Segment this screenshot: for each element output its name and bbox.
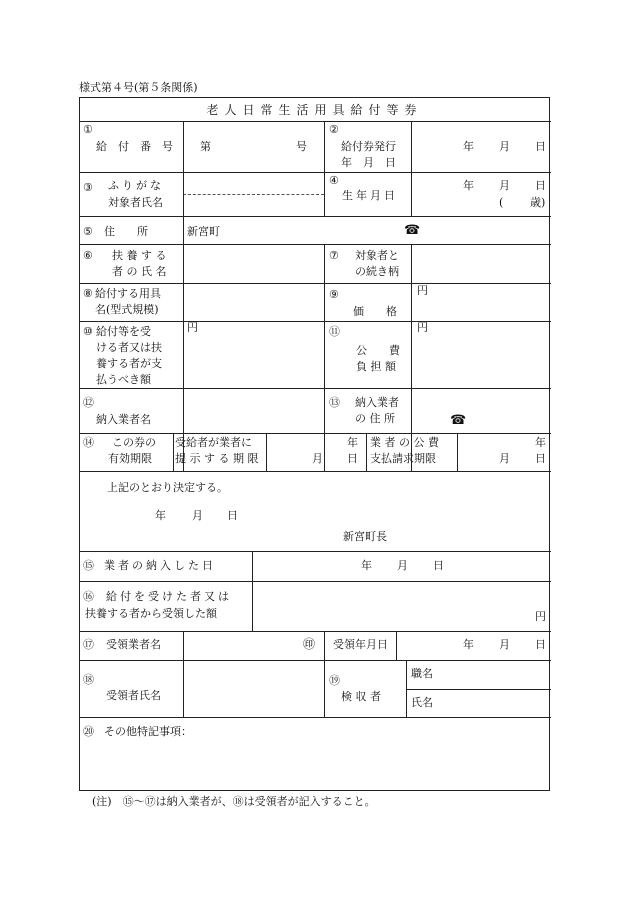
field-label: 対象者と: [355, 249, 399, 262]
rule: [406, 660, 407, 717]
date-month: 月: [499, 452, 510, 465]
date-month: 月: [192, 509, 203, 522]
field-label: 職名: [411, 667, 433, 680]
seal-mark: ㊞: [303, 637, 316, 651]
date-month: 月: [499, 638, 510, 651]
yen-unit: 円: [417, 321, 428, 334]
mayor-title: 新宮町長: [343, 530, 387, 543]
date-day: 日: [535, 179, 546, 192]
telephone-icon: ☎: [450, 413, 467, 428]
date-year: 年: [535, 436, 546, 449]
field-label: の 住 所: [355, 412, 395, 425]
form-caption: 様式第４号(第５条関係): [79, 81, 198, 94]
item-number: ⑯: [83, 590, 94, 603]
field-label: の続き柄: [355, 265, 399, 278]
age-open: (: [499, 196, 504, 209]
field-label: 受領年月日: [333, 638, 388, 651]
field-label: 公 費: [356, 344, 400, 357]
field-label: その他特記事項：: [104, 725, 192, 738]
rule: [80, 717, 551, 718]
field-label: 扶 養 す る: [112, 249, 167, 262]
date-year: 年: [463, 140, 474, 153]
rule: [324, 121, 325, 216]
date-year: 年: [463, 179, 474, 192]
rule: [396, 631, 397, 660]
field-label: 対象者氏名: [108, 196, 163, 209]
decision-text: 上記のとおり決定する。: [107, 481, 228, 494]
footer-note: (注) ⑮〜⑰は納入業者が、⑱は受領者が記入すること。: [92, 795, 376, 808]
rule: [411, 121, 412, 216]
field-label: 扶養する者から受領した額: [85, 607, 217, 620]
field-label: 住 所: [104, 225, 148, 238]
item-number: ⑬: [329, 396, 340, 409]
field-unit: 第: [200, 140, 211, 153]
date-day: 日: [227, 509, 238, 522]
yen-unit: 円: [187, 321, 198, 334]
item-number: ⑥: [83, 249, 93, 262]
rule: [80, 660, 551, 661]
date-year: 年: [361, 559, 372, 572]
field-label: 納入業者: [355, 396, 399, 409]
rule: [80, 631, 551, 632]
date-day: 日: [347, 452, 358, 465]
item-number: ⑪: [329, 325, 340, 338]
date-year: 年: [155, 509, 166, 522]
rule: [266, 433, 267, 471]
item-number: ④: [329, 174, 339, 187]
rule: [252, 551, 253, 631]
telephone-icon: ☎: [404, 223, 421, 238]
date-month: 月: [397, 559, 408, 572]
rule: [183, 121, 184, 321]
rule: [406, 689, 551, 690]
field-label: 負 担 額: [356, 360, 396, 373]
rule: [80, 244, 551, 245]
date-month: 月: [499, 179, 510, 192]
yen-unit: 円: [535, 610, 546, 623]
rule: [80, 433, 551, 434]
date-year: 年: [463, 638, 474, 651]
item-number: ⑫: [83, 396, 94, 409]
field-label: 給付等を受 ける者又は扶 養する者が支 払うべき額: [96, 325, 162, 386]
rule: [324, 244, 325, 471]
rule: [173, 433, 174, 471]
field-label: 者 の 氏 名: [112, 265, 167, 278]
field-label: 給 付 番 号: [96, 140, 173, 153]
field-label: この券の: [112, 436, 156, 449]
field-label: 年 月 日: [341, 156, 396, 169]
item-number: ⑭: [83, 436, 94, 449]
field-label: 価 格: [353, 305, 397, 318]
date-day: 日: [535, 140, 546, 153]
field-label: 支払請求期限: [370, 452, 436, 465]
item-number: ⑨: [329, 288, 339, 301]
rule: [80, 121, 551, 122]
field-label: 給付する用具: [95, 287, 161, 300]
field-label: 提 示 す る 期 限: [175, 452, 259, 465]
date-year: 年: [347, 436, 358, 449]
date-day: 日: [535, 452, 546, 465]
rule: [457, 433, 458, 471]
item-number: ⑩: [83, 325, 93, 338]
item-number: ⑱: [83, 673, 94, 686]
date-month: 月: [499, 140, 510, 153]
rule: [80, 551, 551, 552]
item-number: ⑤: [83, 225, 93, 238]
field-label: 検 収 者: [341, 690, 381, 703]
field-label: 名(型式規模): [95, 303, 159, 316]
date-month: 月: [312, 452, 323, 465]
form-title: 老人日常生活用具給付等券: [206, 103, 423, 117]
rule: [324, 631, 325, 717]
furigana-divider: [183, 194, 324, 195]
field-label: 業者の納入した日: [104, 559, 216, 572]
field-label: 生年月日: [342, 189, 398, 202]
item-number: ⑳: [83, 725, 94, 738]
field-label: 給付券発行: [341, 140, 396, 153]
item-number: ⑮: [83, 559, 94, 572]
age-close: 歳): [530, 196, 546, 209]
rule: [80, 388, 551, 389]
rule: [80, 216, 551, 217]
field-label: 有効期限: [108, 452, 152, 465]
date-day: 日: [535, 638, 546, 651]
rule: [183, 631, 184, 717]
field-label: 氏名: [411, 696, 433, 709]
item-number: ⑧: [83, 287, 93, 300]
item-number: ⑦: [329, 249, 339, 262]
field-label: 受領業者名: [106, 638, 161, 651]
field-label: 給付を受けた者又は: [106, 590, 232, 603]
field-label: 納入業者名: [96, 413, 151, 426]
yen-unit: 円: [417, 284, 428, 297]
date-day: 日: [433, 559, 444, 572]
field-label: 業 者 の 公 費: [370, 436, 439, 449]
item-number: ②: [329, 123, 339, 136]
rule: [366, 433, 367, 471]
field-label: ふりがな: [108, 179, 164, 192]
address-town: 新宮町: [187, 225, 220, 238]
item-number: ③: [83, 181, 93, 194]
rule: [80, 581, 551, 582]
rule: [80, 283, 551, 284]
field-label: 受給者が業者に: [175, 436, 252, 449]
field-unit: 号: [296, 140, 307, 153]
rule: [80, 321, 551, 322]
rule: [80, 471, 551, 472]
field-label: 受領者氏名: [106, 689, 161, 702]
item-number: ⑲: [329, 674, 340, 687]
rule: [80, 172, 551, 173]
item-number: ⑰: [83, 638, 94, 651]
item-number: ①: [83, 123, 93, 136]
